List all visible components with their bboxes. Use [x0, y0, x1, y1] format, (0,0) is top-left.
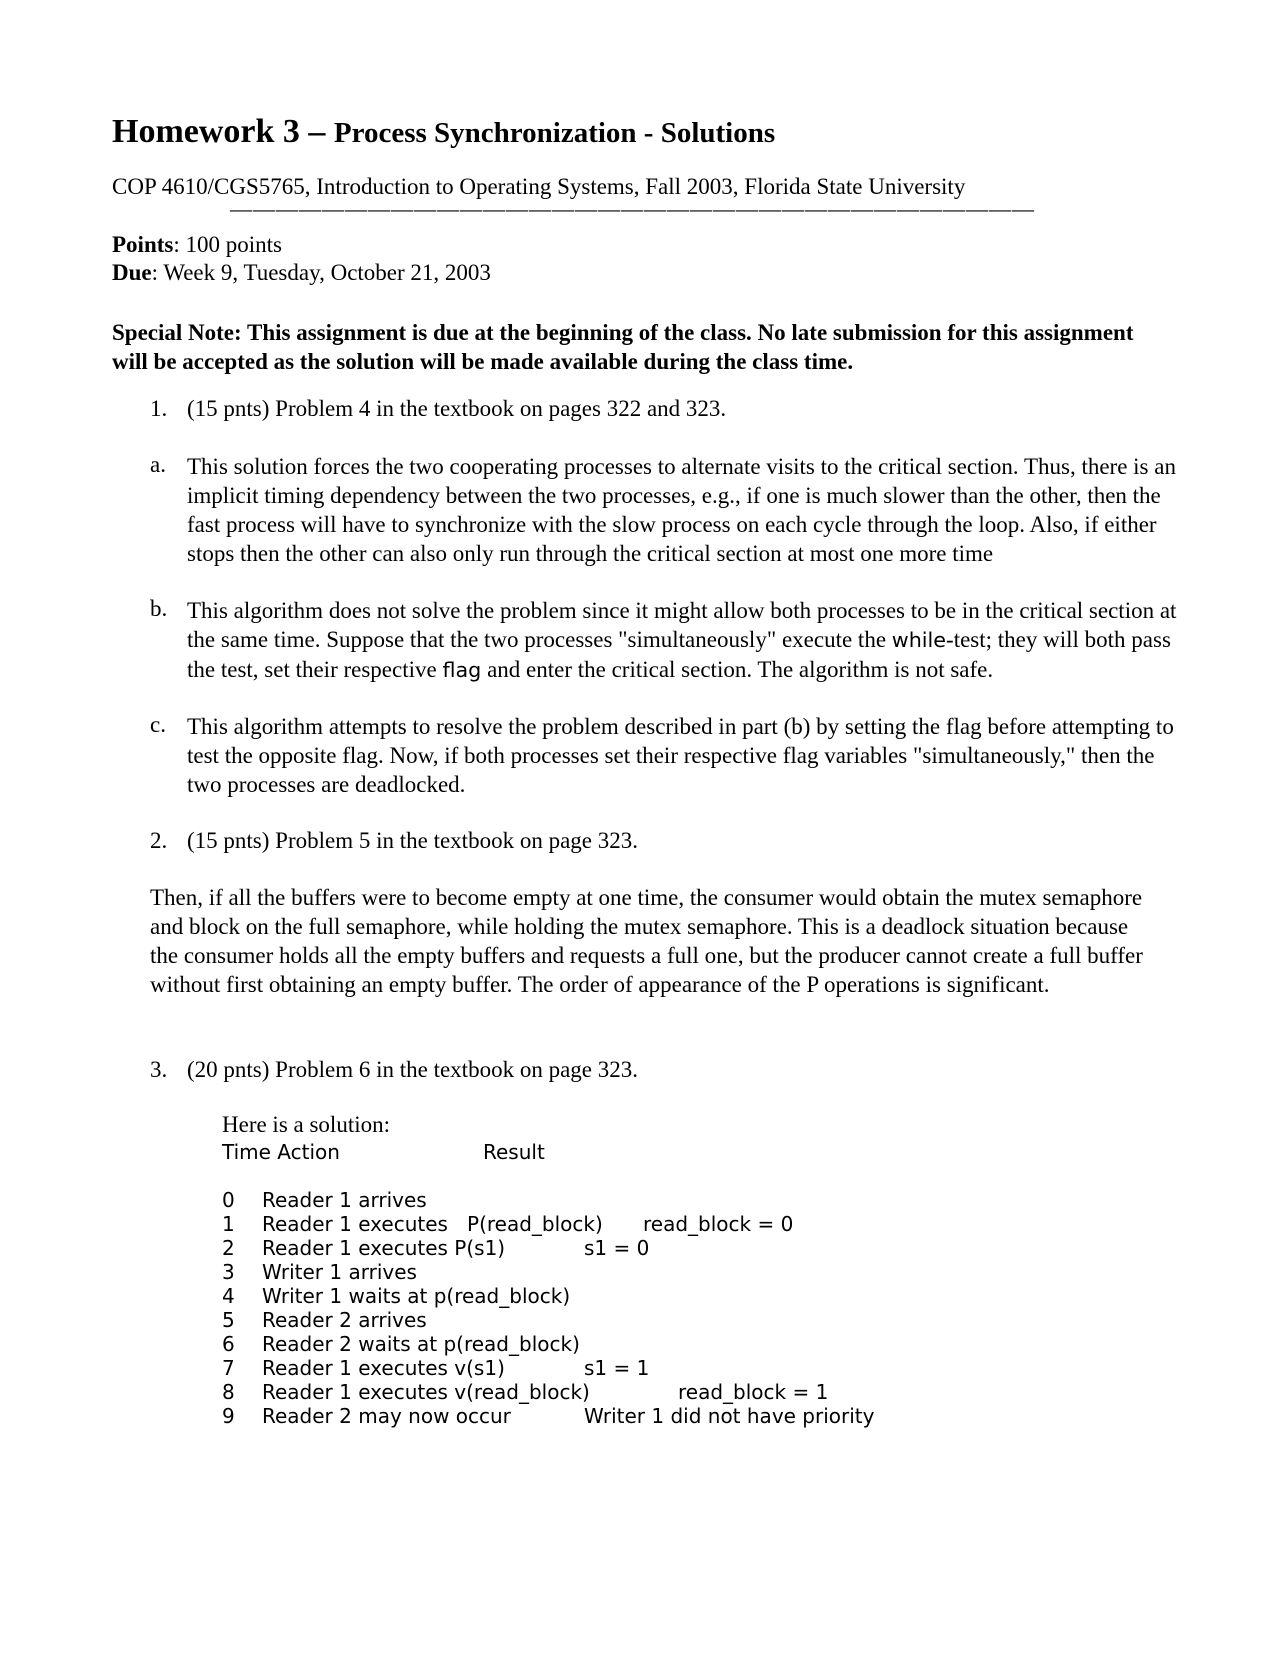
question-2-answer: Then, if all the buffers were to become empty at one time, the consumer would obtain the mutex semaphore and block on the full semaphore, while holding the mutex semaphore. This is a deadlock situation because the consumer holds all the empty buffers and requests a full one, but the producer cannot create a full buffer without first obtaining an empty buffer. The order of appearance of the P operations is significant.: [150, 885, 1143, 997]
table-row-result: read_block = 1: [678, 1380, 829, 1404]
table-row: 1: [222, 1212, 235, 1236]
part-a-text: This solution forces the two cooperating processes to alternate visits to the critical section. Thus, there is an implicit timing dependency between the two processes, e.g., if one is much slower than the other, then the fast process will have to synchronize with the slow process on each cycle through the loop. Also, if either stops then the other can also only run through the critical section at most one more time: [187, 454, 1176, 566]
table-row-action: Writer 1 waits at p(read_block): [262, 1284, 571, 1308]
question-2-text: (15 pnts) Problem 5 in the textbook on page 323.: [187, 828, 638, 853]
part-b-label: b.: [150, 596, 168, 621]
dash-rule: ———————————————————————————————————: [230, 196, 1035, 221]
table-row-action: Reader 1 executes P(read_block): [262, 1212, 603, 1236]
table-row-result: s1 = 0: [584, 1236, 650, 1260]
points-line: Points: 100 points: [112, 232, 282, 257]
table-row: 6: [222, 1332, 235, 1356]
table-row-result: Writer 1 did not have priority: [584, 1404, 875, 1428]
table-row: 8: [222, 1380, 235, 1404]
table-row-action: Reader 1 executes v(s1): [262, 1356, 505, 1380]
table-row: 2: [222, 1236, 235, 1260]
table-row: 5: [222, 1308, 235, 1332]
table-row: 0: [222, 1188, 235, 1212]
question-1-number: 1.: [150, 396, 168, 421]
table-row-action: Reader 2 waits at p(read_block): [262, 1332, 580, 1356]
part-c-label: c.: [150, 712, 166, 737]
part-b-text: This algorithm does not solve the problem since it might allow both processes to be in the critical section at the same time. Suppose that the two processes "simultaneously" execute the while-test; they will both pass the test, set their respective flag and enter the critical section. The algorithm is not safe.: [187, 598, 1177, 682]
page-title: Homework 3 – Process Synchronization - Solutions: [112, 113, 776, 150]
question-2-number: 2.: [150, 828, 168, 853]
solution-intro: Here is a solution:: [222, 1112, 390, 1137]
table-row: 7: [222, 1356, 235, 1380]
table-header-time-action: Time Action: [222, 1140, 340, 1164]
table-row: 4: [222, 1284, 235, 1308]
table-row: 9: [222, 1404, 235, 1428]
part-a-label: a.: [150, 452, 166, 477]
table-row: 3: [222, 1260, 235, 1284]
table-row-result: s1 = 1: [584, 1356, 650, 1380]
table-row-action: Reader 2 arrives: [262, 1308, 427, 1332]
question-3-text: (20 pnts) Problem 6 in the textbook on page 323.: [187, 1057, 638, 1082]
table-row-result: read_block = 0: [643, 1212, 794, 1236]
table-row-action: Reader 1 executes v(read_block): [262, 1380, 590, 1404]
question-1-text: (15 pnts) Problem 4 in the textbook on pages 322 and 323.: [187, 396, 727, 421]
table-row-action: Writer 1 arrives: [262, 1260, 417, 1284]
table-row-action: Reader 1 arrives: [262, 1188, 427, 1212]
table-row-action: Reader 1 executes P(s1): [262, 1236, 506, 1260]
question-3-number: 3.: [150, 1057, 168, 1082]
part-c-text: This algorithm attempts to resolve the problem described in part (b) by setting the flag before attempting to test the opposite flag. Now, if both processes set their respective flag variables "simultaneously," then the two processes are deadlocked.: [187, 714, 1174, 797]
flag-keyword: flag: [442, 658, 482, 682]
table-header-result: Result: [483, 1140, 545, 1164]
special-note: Special Note: This assignment is due at the beginning of the class. No late submission for this assignment will be accepted as the solution will be made available during the class time.: [112, 320, 1134, 374]
due-line: Due: Week 9, Tuesday, October 21, 2003: [112, 260, 491, 285]
while-keyword: while: [891, 628, 947, 652]
course-line: COP 4610/CGS5765, Introduction to Operating Systems, Fall 2003, Florida State University: [112, 174, 966, 199]
table-row-action: Reader 2 may now occur: [262, 1404, 511, 1428]
